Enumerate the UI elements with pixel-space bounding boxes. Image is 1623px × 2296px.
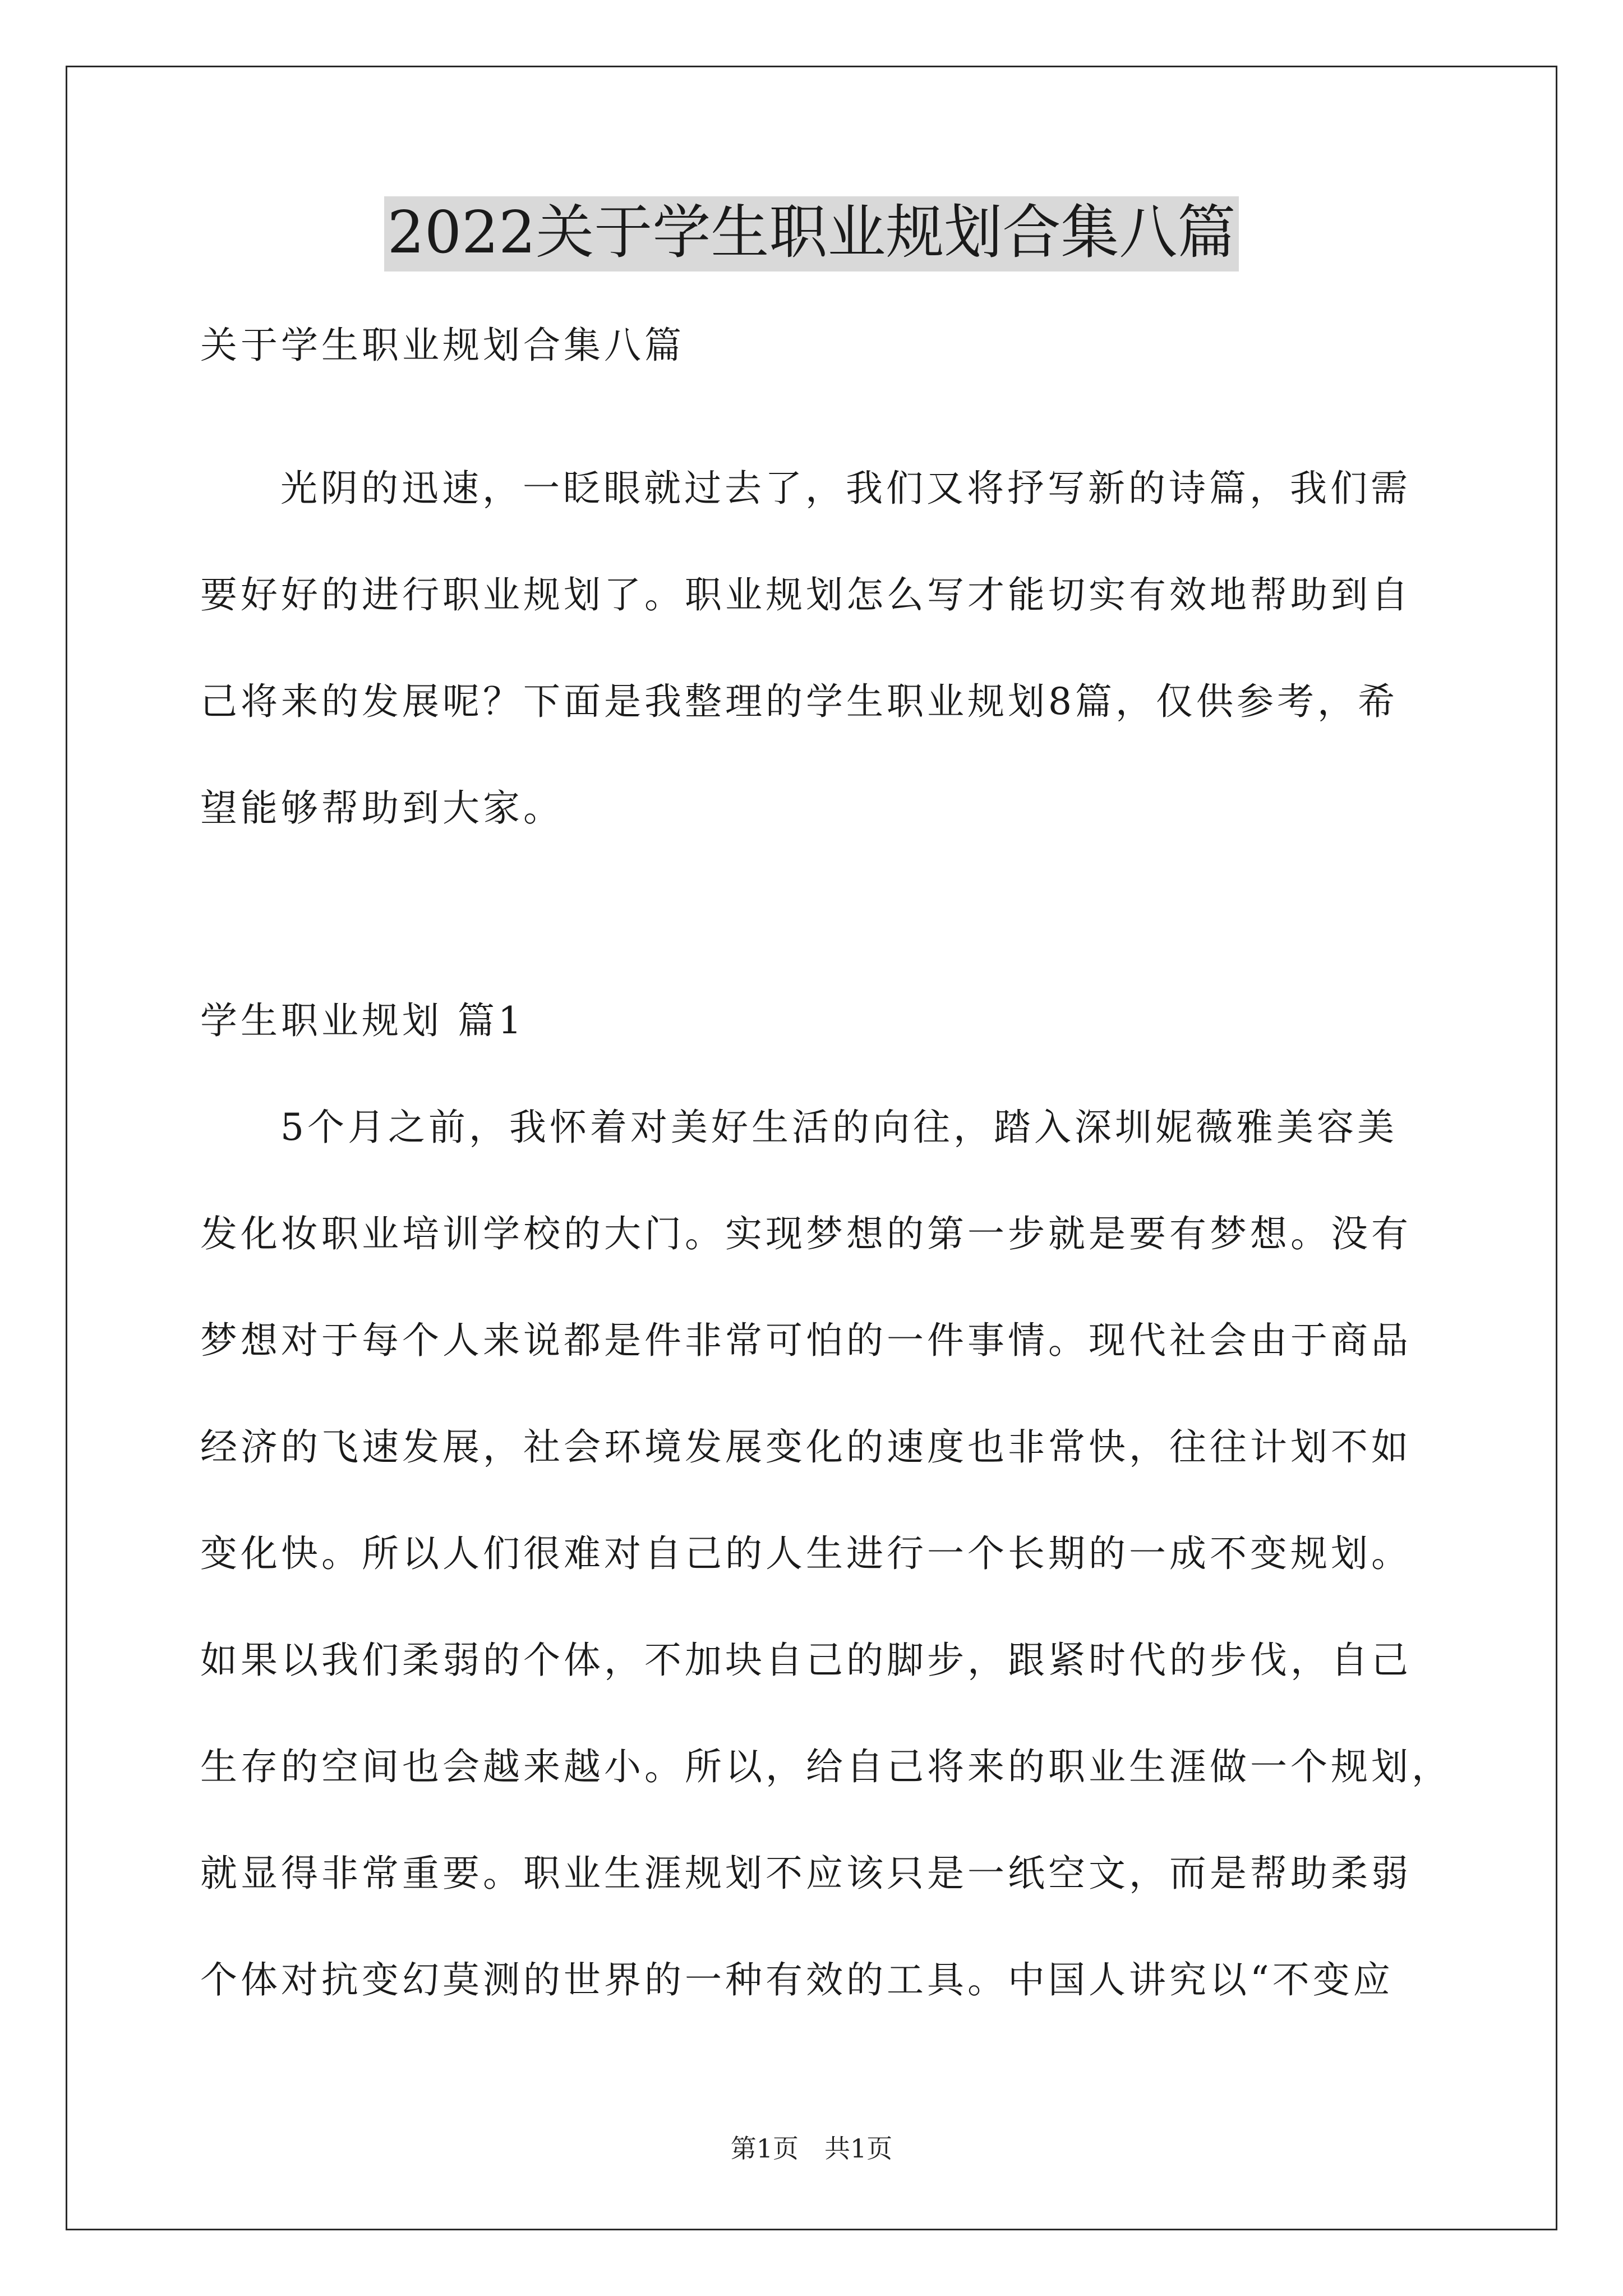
body-line: 个体对抗变幻莫测的世界的一种有效的工具。中国人讲究以“不变应 (200, 1958, 1394, 2001)
body-line: 经济的飞速发展，社会环境发展变化的速度也非常快，往往计划不如 (200, 1425, 1412, 1469)
body-line: 变化快。所以人们很难对自己的人生进行一个长期的一成不变规划。 (200, 1532, 1412, 1575)
body-line: 梦想对于每个人来说都是件非常可怕的一件事情。现代社会由于商品 (200, 1319, 1412, 1362)
body-line: 5个月之前，我怀着对美好生活的向往，踏入深圳妮薇雅美容美 (280, 1106, 1398, 1149)
intro-line: 己将来的发展呢？下面是我整理的学生职业规划8篇，仅供参考，希 (200, 680, 1398, 723)
body-line: 如果以我们柔弱的个体，不加块自己的脚步，跟紧时代的步伐，自己 (200, 1639, 1412, 1682)
document-subtitle: 关于学生职业规划合集八篇 (200, 324, 685, 367)
intro-line: 望能够帮助到大家。 (200, 786, 564, 830)
document-title-block (0, 196, 1623, 272)
page-footer: 第1页 共1页 (730, 2133, 893, 2164)
intro-line: 要好好的进行职业规划了。职业规划怎么写才能切实有效地帮助到自 (200, 573, 1412, 616)
intro-line: 光阴的迅速，一眨眼就过去了，我们又将抒写新的诗篇，我们需 (280, 467, 1411, 510)
body-line: 生存的空间也会越来越小。所以，给自己将来的职业生涯做一个规划， (200, 1745, 1452, 1788)
document-title: 2022关于学生职业规划合集八篇 (384, 196, 1239, 272)
body-line: 就显得非常重要。职业生涯规划不应该只是一纸空文，而是帮助柔弱 (200, 1852, 1412, 1895)
section-heading: 学生职业规划 篇1 (200, 999, 525, 1042)
body-line: 发化妆职业培训学校的大门。实现梦想的第一步就是要有梦想。没有 (200, 1212, 1412, 1255)
